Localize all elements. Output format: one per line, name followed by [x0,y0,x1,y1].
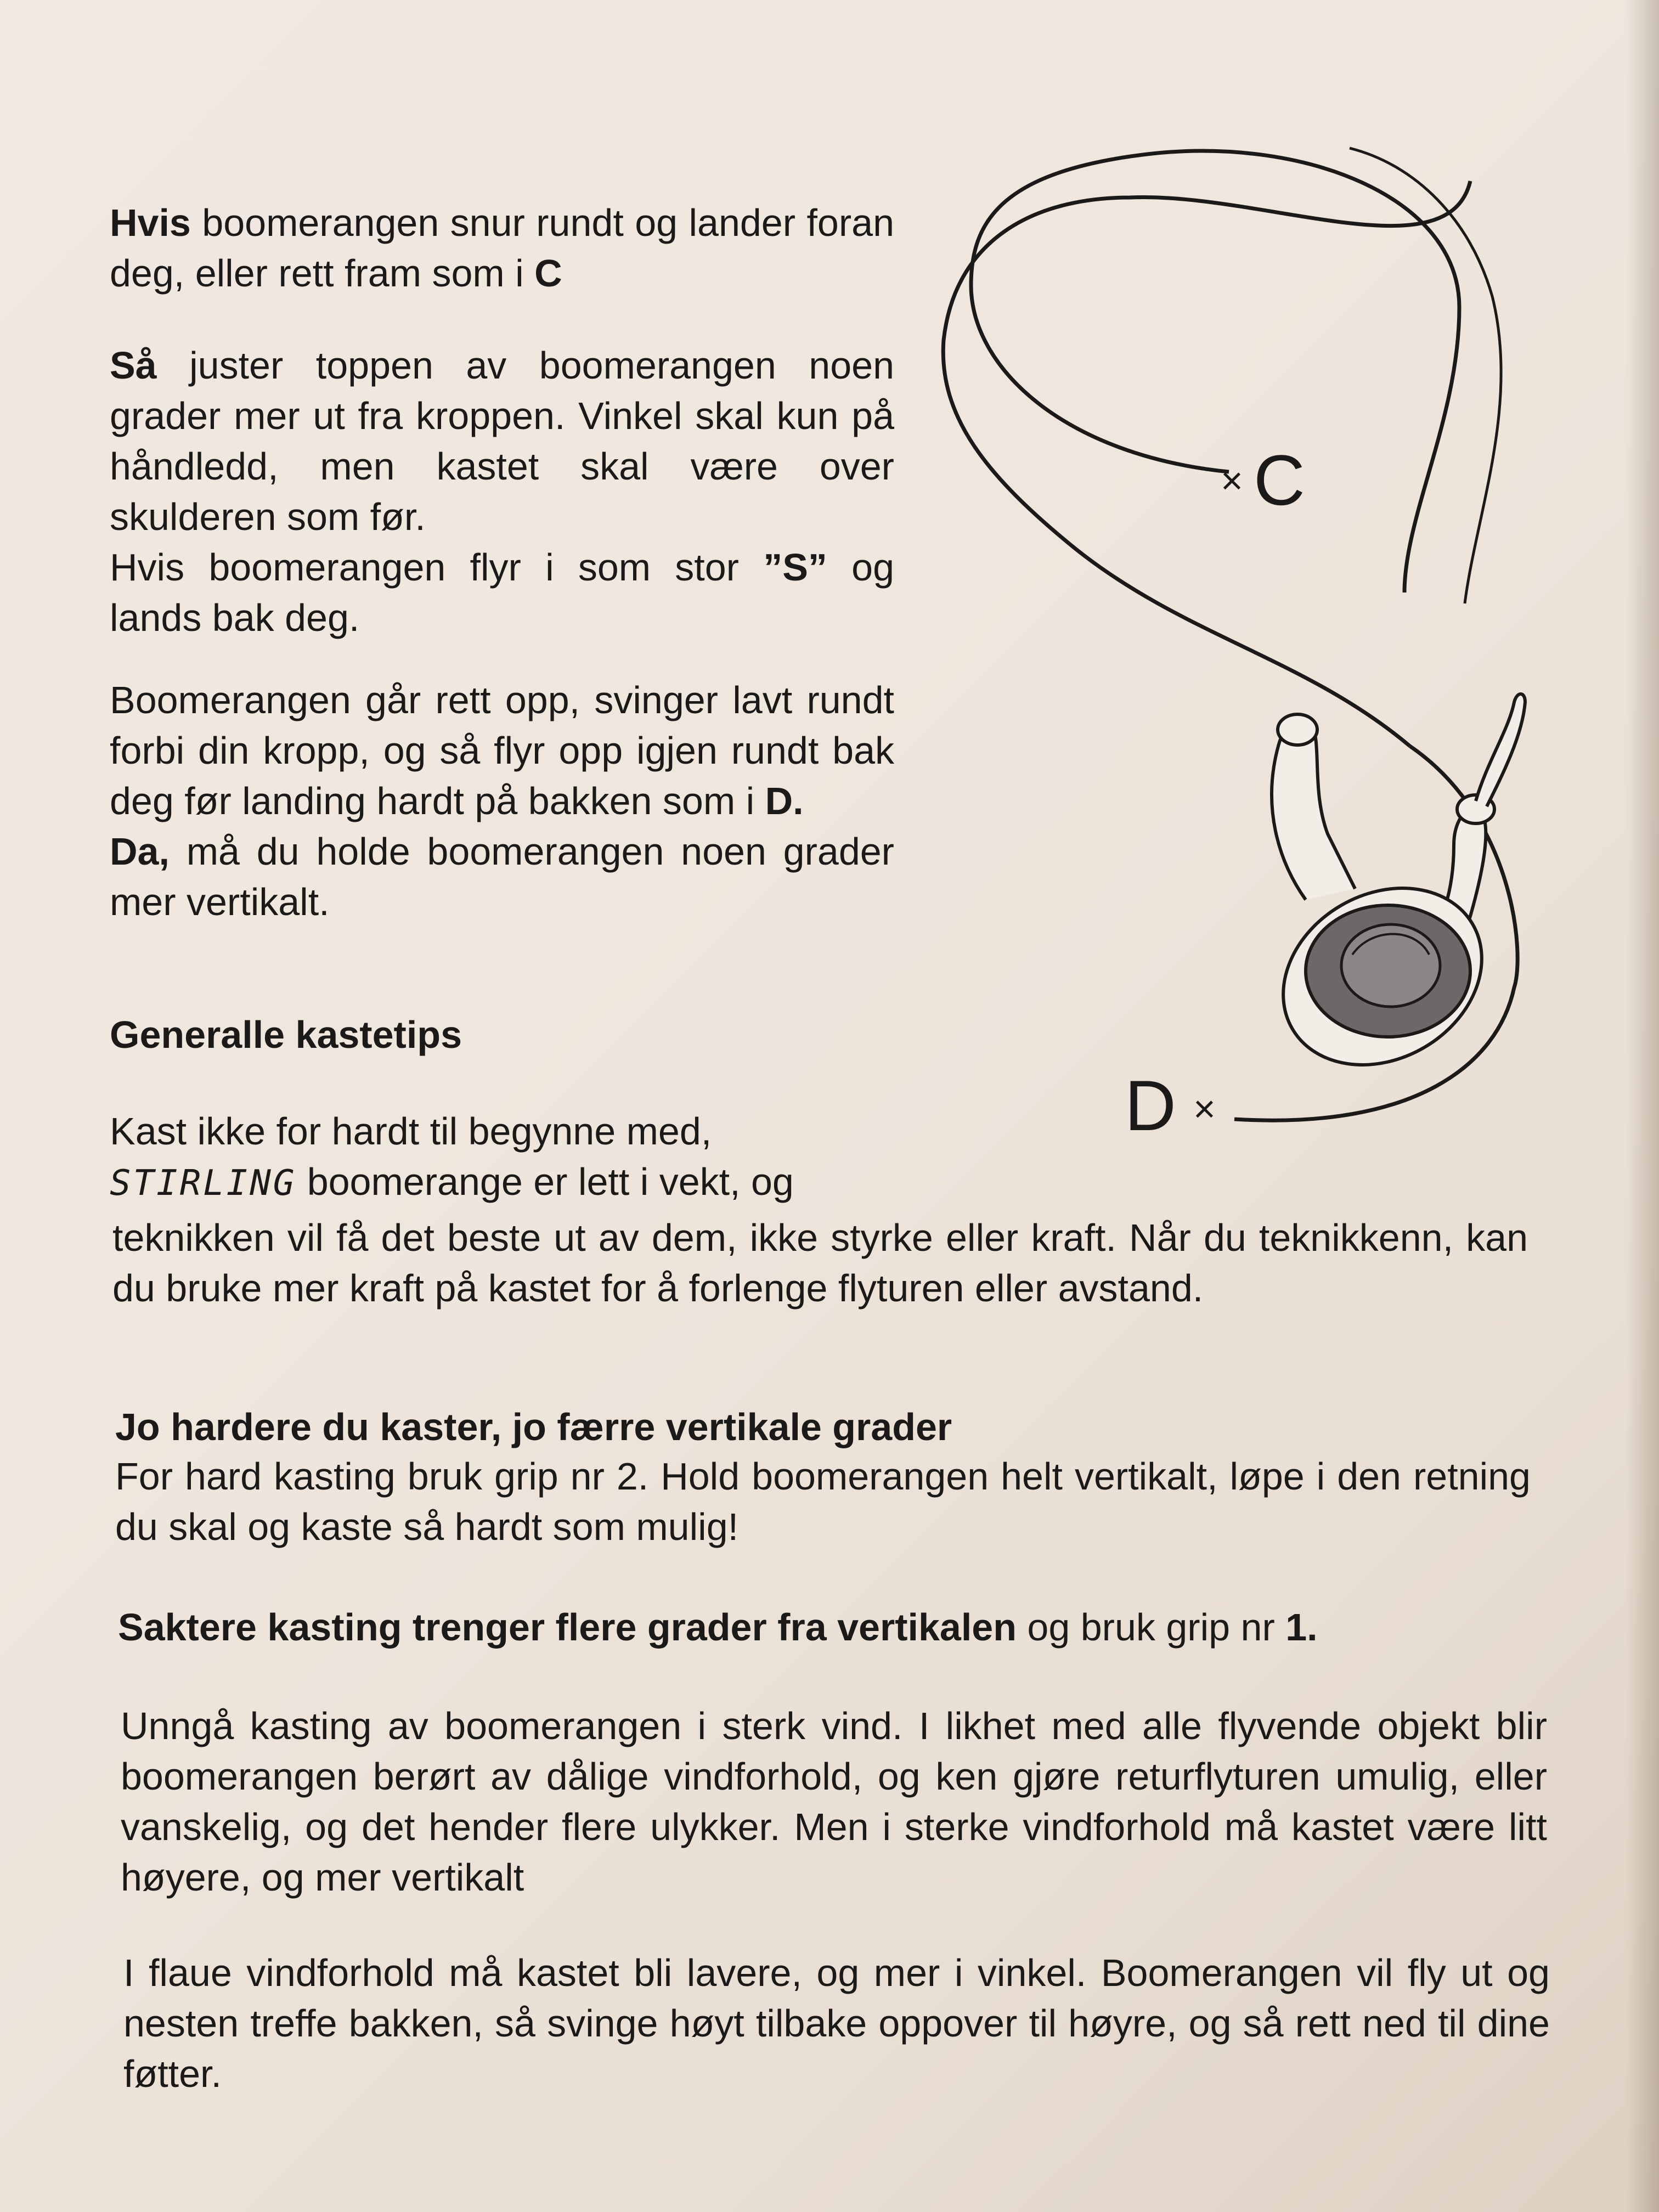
paragraph-unnga-kasting: Unngå kasting av boomerangen i sterk vind. I likhet med alle flyvende objekt blir boomerangen berørt av dålige vindforhold, og ken gjøre returflyturen umulig, eller vanskelig, og det hender flere ulykker. Men i sterke vindforhold må kastet være litt høyere, og mer vertikalt [121,1705,1547,1899]
paragraph-kast-ikke-a: Kast ikke for hardt til begynne med, [110,1110,712,1153]
paragraph-hvis-c [110,198,894,298]
bold-letter: 1. [1285,1606,1318,1649]
bold-lead: Hvis [110,201,191,244]
bold-lead: Saktere kasting trenger flere grader fra vertikalen [118,1606,1017,1649]
bold-letter: D. [765,780,804,822]
paragraph-text: boomerange er lett i vekt, og [296,1160,794,1203]
bold-lead: Da, [110,830,170,873]
paragraph-hard-kasting: For hard kasting bruk grip nr 2. Hold boomerangen helt vertikalt, løpe i den retning du skal og kaste så hardt som mulig! [115,1455,1531,1548]
paragraph-text: og bruk grip nr [1016,1606,1286,1649]
bold-letter: C [534,252,562,295]
mark-c: × [1221,459,1243,502]
page-edge-shadow [1626,0,1659,2212]
flight-path-upper [1350,148,1501,603]
paragraph-teknikken: teknikken vil få det beste ut av dem, ikke styrke eller kraft. Når du teknikkenn, kan du bruke mer kraft på kastet for å forlenge flyturen eller avstand. [112,1216,1528,1310]
label-c: C [1254,440,1305,520]
bold-s: ”S” [763,546,827,589]
paragraph-kast-ikke-b [110,1156,894,1209]
label-d: D [1125,1065,1176,1146]
boomerang-flight-diagram [922,132,1547,1152]
paragraph-sa-juster [110,340,894,643]
bold-lead: Så [110,344,157,387]
paragraph-text: juster toppen av boomerangen noen grader mer ut fra kroppen. Vinkel skal kun på håndledd, men kastet skal være over skulderen som før. [110,344,894,538]
thrower-figure [1251,694,1525,1100]
handwritten-brand: STIRLING [110,1163,297,1204]
paragraph-text: og lands bak deg. [110,546,895,639]
heading-generalle-kastetips: Generalle kastetips [110,1013,462,1056]
flight-path-s [943,181,1470,746]
flight-path-loop [971,151,1459,592]
paragraph-text: må du holde boomerangen noen grader mer vertikalt. [110,830,894,923]
paragraph-saktere-kasting [118,1602,1544,1652]
mark-d: × [1193,1087,1216,1130]
paragraph-flaue-vindforhold: I flaue vindforhold må kastet bli lavere, og mer i vinkel. Boomerangen vil fly ut og nesten treffe bakken, så svinge høyt tilbake oppover til høyre, og så rett ned til dine føtter. [123,1951,1550,2095]
paragraph-boomerangen-gar [110,675,894,927]
paragraph-text: Hvis boomerangen flyr i som stor [110,546,764,589]
paragraph-text: boomerangen snur rundt og lander foran deg, eller rett fram som i [110,201,894,295]
paragraph-text: Boomerangen går rett opp, svinger lavt rundt forbi din kropp, og så flyr opp igjen rundt bak deg før landing hardt på bakken som i [110,679,894,822]
heading-jo-hardere: Jo hardere du kaster, jo færre vertikale grader [115,1406,952,1448]
